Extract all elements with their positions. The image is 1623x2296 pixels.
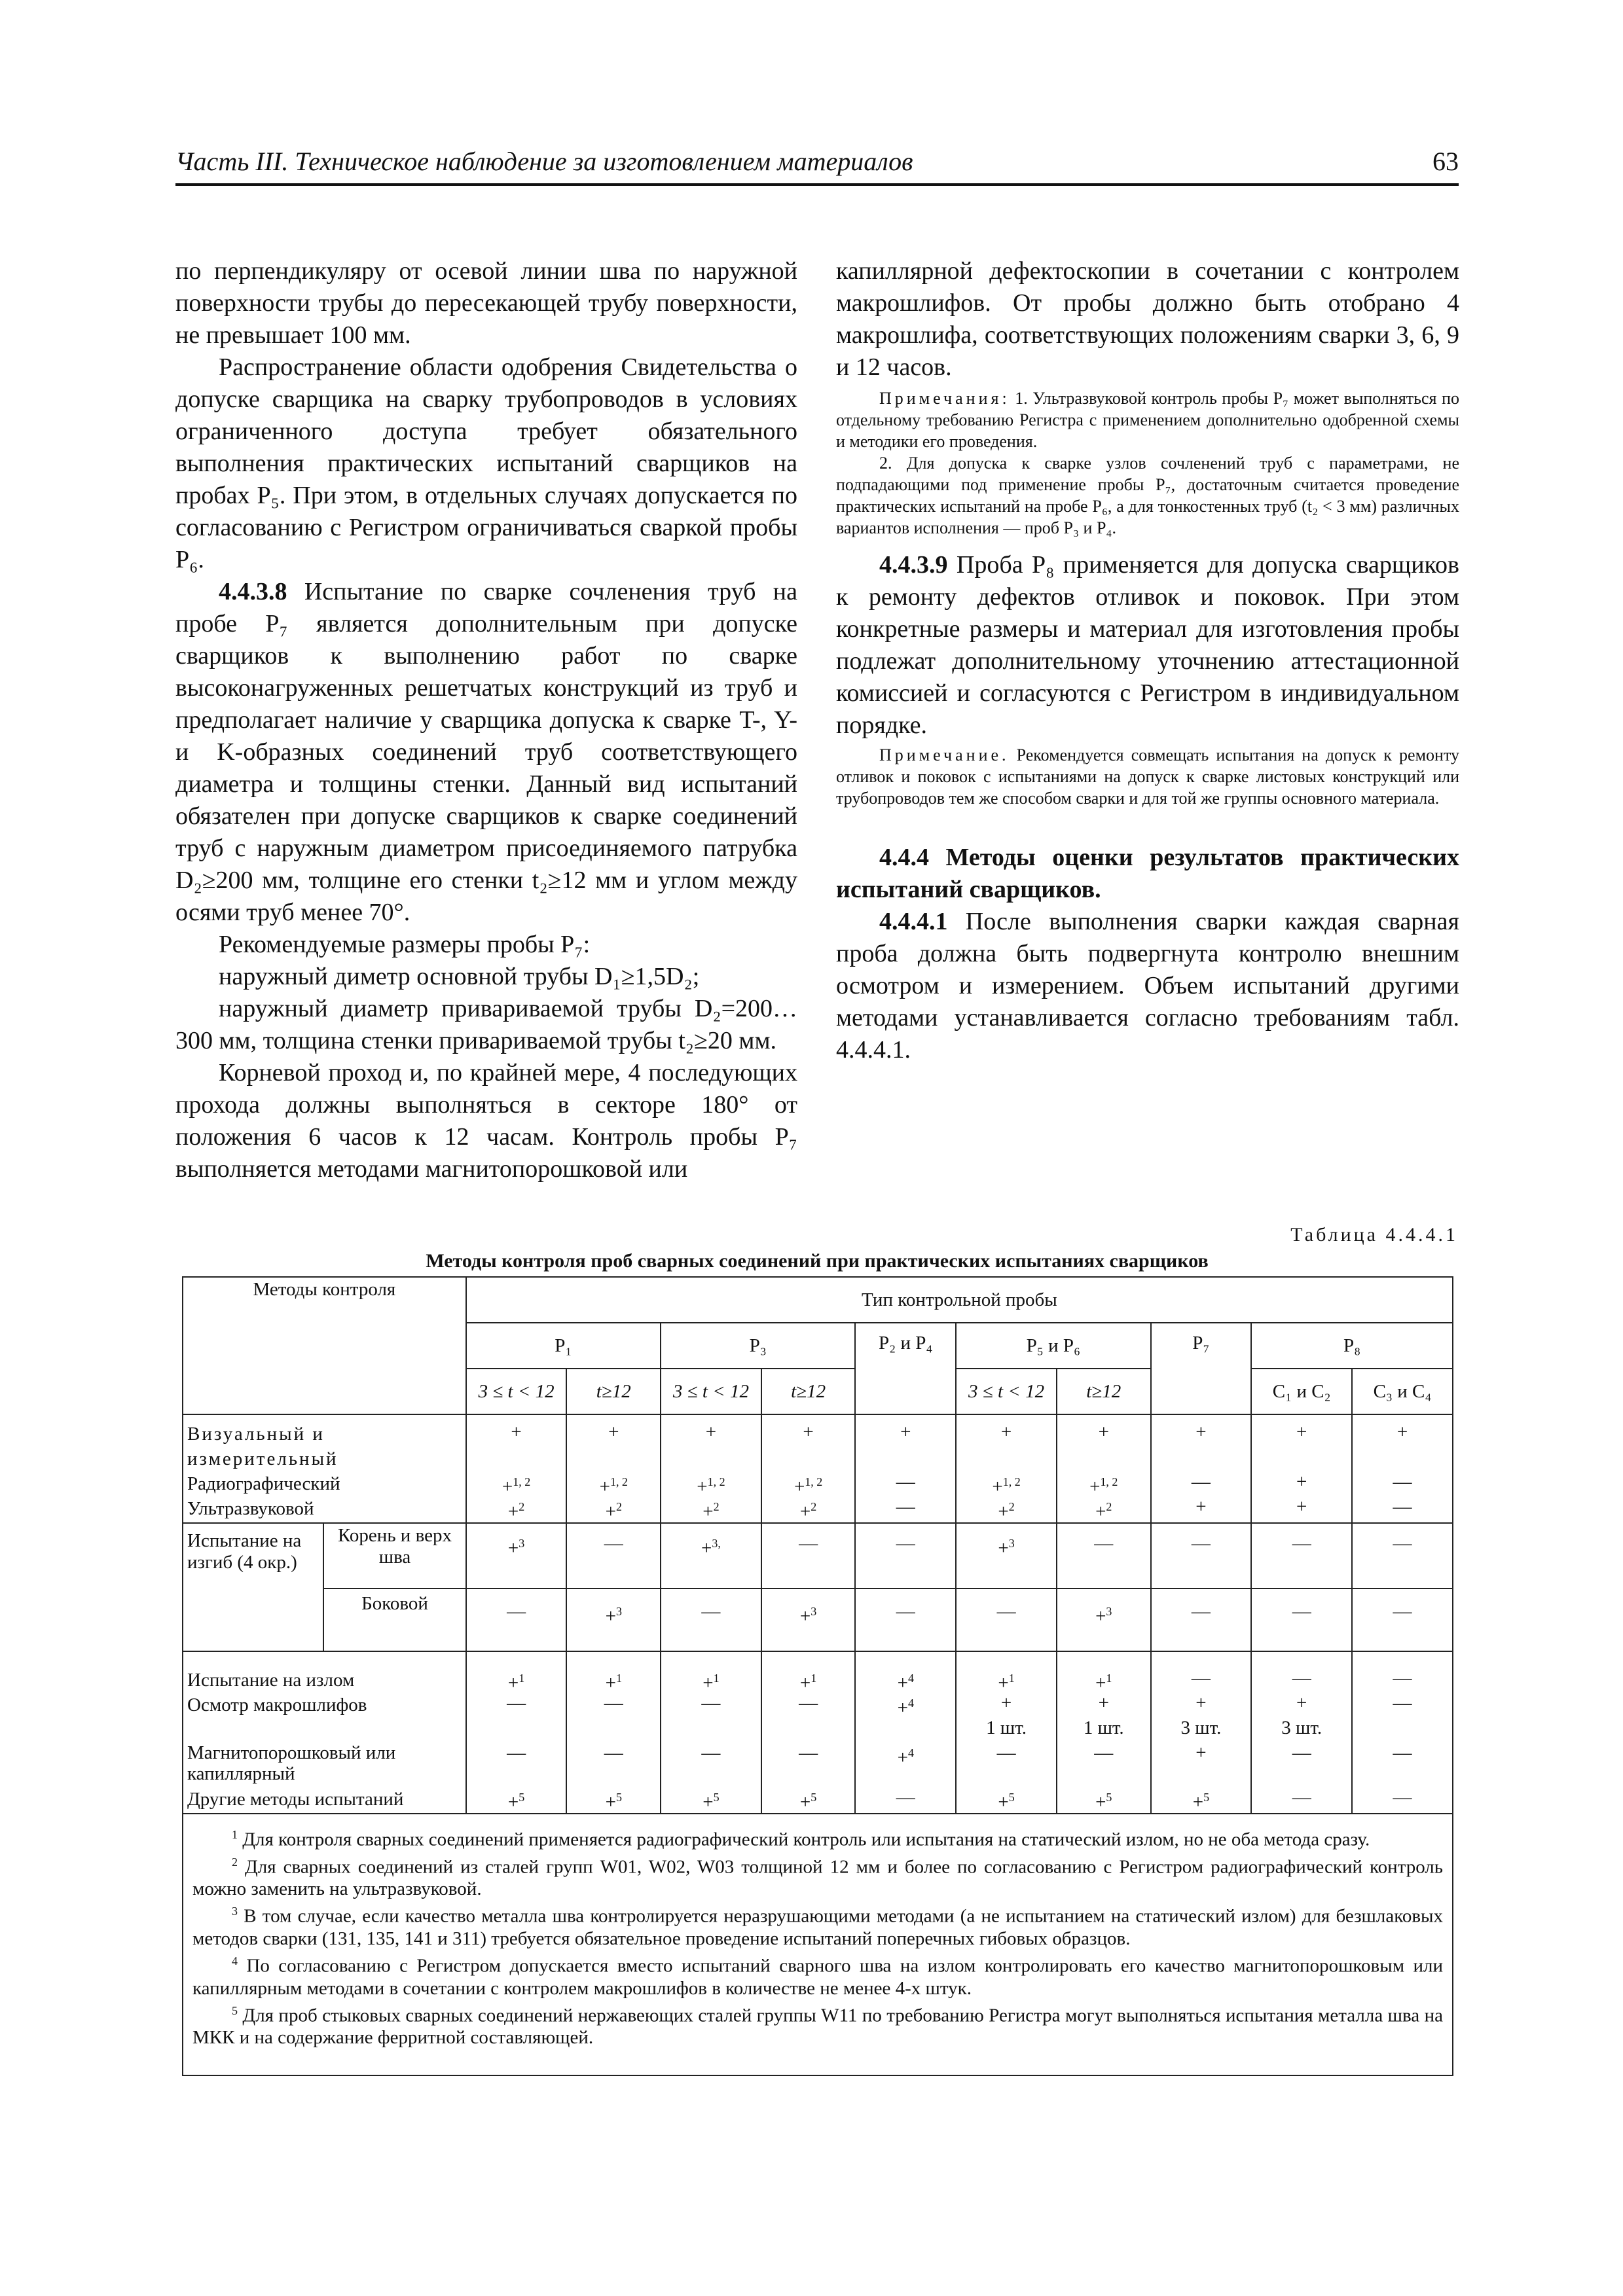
table-caption: Методы контроля проб сварных соединений при практических испытаниях сварщиков — [426, 1250, 1209, 1272]
note-label: Примечание. — [879, 745, 1010, 764]
subheader: C₁ и C₂ — [1251, 1369, 1352, 1414]
cell-dash: — — [1393, 1742, 1412, 1763]
cell-dash: — — [1251, 1523, 1352, 1588]
cell-plus-fn1: + — [1095, 1672, 1106, 1694]
cell-dash: — — [701, 1742, 721, 1763]
row-label: Испытание на излом — [187, 1670, 355, 1691]
table-row: Испытание на изгиб (4 окр.) Корень и верх шва +$^3$ — +$^{3,}$ — — +$^3$ — — — — — [183, 1523, 1453, 1588]
clause-text: После выполнения сварки каждая сварная проба должна быть подвергнута контролю внешним осмотром и измерением. Объем испытаний другими методами устанавливается согласно требованиям табл. 4.4.4.1. — [836, 908, 1459, 1064]
cell-plus-fn5: + — [998, 1791, 1009, 1813]
cell-plus-fn5: + — [1095, 1791, 1106, 1813]
group-header: P₂ и P₄ — [855, 1323, 956, 1414]
cell-count: 1 шт. — [1083, 1717, 1124, 1738]
note-text: Рекомендуется совмещать испытания на допуск к ремонту отливок и поковок с испытаниями на допуск к сварке листовых конструкций или трубопроводов тем же способом сварки и для той же группы основного материала. — [836, 745, 1459, 808]
row-label: Осмотр макрошлифов — [187, 1695, 367, 1715]
subheader: t≥12 — [761, 1369, 856, 1414]
row-label: Магнитопорошковый или капиллярный — [187, 1742, 396, 1784]
footnote: $^2$ Для сварных соединений из сталей групп W01, W02, W03 толщиной 12 мм и более по согласованию с Регистром радиографический контроль можно заменить на ультразвуковой. — [192, 1855, 1444, 1900]
cell-plus-fn3: + — [701, 1537, 712, 1559]
cell-dash: — — [1057, 1523, 1151, 1588]
clause-text: Проба P₈ применяется для допуска сварщиков к ремонту дефектов отливок и поковок. При этом конкретные размеры и материал для изготовления пробы подлежат дополнительному уточнению аттестационной комиссией и согласуются с Регистром в индивидуальном порядке. — [836, 551, 1459, 739]
table-label: Таблица 4.4.4.1 — [1290, 1224, 1458, 1246]
cell-plus-fn1: + — [605, 1672, 616, 1694]
cell-dash: — — [1292, 1742, 1311, 1763]
cell-plus-fn5: + — [799, 1791, 811, 1813]
cell-plus-fn2: + — [1095, 1501, 1106, 1522]
cell-plus-fn2: + — [702, 1501, 714, 1522]
cell-dash: — — [1292, 1787, 1311, 1808]
footnote: $^3$ В том случае, если качество металла шва контролируется неразрушающими методами (а не испытанием на статический излом) для безшлаковых методов сварки (131, 135, 141 и 311) требуется обязательное проведение испытаний поперечных гибовых образцов. — [192, 1905, 1444, 1949]
cell-plus-fn1: + — [702, 1672, 714, 1694]
group-header: P₈ — [1251, 1323, 1453, 1369]
paragraph: капиллярной дефектоскопии в сочетании с контролем макрошлифов. От пробы должно быть отобрано 4 макрошлифа, соответствующих положениям сварки 3, 6, 9 и 12 часов. — [836, 257, 1459, 381]
note — [836, 744, 1459, 809]
cell-dash: — — [1393, 1471, 1412, 1492]
note — [836, 387, 1459, 452]
row-label: Радиографический — [187, 1473, 340, 1494]
cell-plus-fn12: +$^{1, 2}$ — [992, 1475, 1021, 1498]
cell-plus-fn2: + — [799, 1501, 811, 1522]
left-column — [175, 255, 797, 1185]
cell-plus-fn1: + — [799, 1672, 811, 1694]
cell-dash: — — [996, 1742, 1016, 1763]
cell-plus: + — [608, 1422, 619, 1443]
subheader: 3 ≤ t < 12 — [466, 1369, 567, 1414]
cell-dash: — — [566, 1523, 661, 1588]
table-row: Боковой — +$^3$ — +$^3$ — — +$^3$ — — — — [183, 1588, 1453, 1651]
cell-plus-fn2: + — [507, 1501, 519, 1522]
cell-dash: — — [1151, 1588, 1252, 1651]
cell-plus: + — [705, 1422, 717, 1443]
section-heading: 4.4.4 Методы оценки результатов практических испытаний сварщиков. — [836, 844, 1459, 903]
cell-plus: + — [803, 1422, 814, 1443]
cell-dash: — — [1292, 1668, 1311, 1689]
cell-dash: — — [799, 1693, 818, 1713]
row-sublabel: Корень и верх шва — [323, 1523, 465, 1588]
row-label: Испытание на изгиб (4 окр.) — [183, 1523, 323, 1651]
cell-dash: — — [1094, 1742, 1114, 1763]
cell-plus-fn1: + — [998, 1672, 1009, 1694]
cell-dash: — — [1393, 1496, 1412, 1517]
paragraph: наружный диаметр привариваемой трубы D₂=200…300 мм, толщина стенки привариваемой трубы t₂≥20 мм. — [175, 995, 797, 1054]
note-text: 1. Ультразвуковой контроль пробы P₇ может выполняться по отдельному требованию Регистра с применением дополнительно одобренной схемы и методики его проведения. — [836, 389, 1459, 451]
row-sublabel: Боковой — [323, 1588, 465, 1651]
cell-plus-fn12: +$^{1, 2}$ — [1089, 1475, 1118, 1498]
cell-plus-fn12: +$^{1, 2}$ — [793, 1475, 823, 1498]
cell-dash: — — [896, 1471, 915, 1492]
cell-plus: + — [1296, 1693, 1307, 1713]
header-methods: Методы контроля — [183, 1277, 466, 1414]
cell-plus-fn12: +$^{1, 2}$ — [501, 1475, 531, 1498]
cell-dash: — — [1352, 1588, 1453, 1651]
cell-plus: + — [1195, 1742, 1207, 1763]
cell-plus: + — [1098, 1693, 1109, 1713]
cell-dash: — — [661, 1588, 761, 1651]
cell-plus-fn3: + — [998, 1537, 1009, 1559]
group-header: P₁ — [466, 1323, 661, 1369]
cell-plus-fn3: + — [799, 1605, 811, 1627]
cell-dash: — — [1191, 1668, 1211, 1689]
cell-count: 3 шт. — [1281, 1717, 1322, 1738]
table-row: Испытание на излом Осмотр макрошлифов Магнитопорошковый или капиллярный Другие методы испытаний +$^1$ — — +$^5$ +$^1$ — — +$^5$ +$^1$ — — +$^5$ +$^1$ — — +$^5$ +$^4$ +$^4$ +$^4$ — +$^1$ + 1 шт. — +$^5$ +$^1$ + 1 шт. — +$^5$ — + 3 шт. + +$^5$ — + 3 шт. — — — — — — — [183, 1651, 1453, 1814]
footnote: $^5$ Для проб стыковых сварных соединений нержавеющих сталей группы W11 по требованию Регистра могут выполняться испытания металла шва на МКК и на содержание ферритной составляющей. — [192, 2003, 1443, 2049]
subheader: C₃ и C₄ — [1352, 1369, 1453, 1414]
subheader: 3 ≤ t < 12 — [661, 1369, 761, 1414]
paragraph: Рекомендуемые размеры пробы P₇: — [219, 931, 591, 958]
clause-number: 4.4.4.1 — [879, 908, 948, 935]
cell-plus-fn2: + — [998, 1501, 1009, 1522]
cell-dash: — — [604, 1693, 623, 1713]
cell-plus: + — [1396, 1422, 1408, 1443]
cell-plus-fn12: +$^{1, 2}$ — [599, 1475, 628, 1498]
cell-dash: — — [604, 1742, 623, 1763]
paragraph: Распространение области одобрения Свидетельства о допуске сварщика на сварку трубопроводов в условиях ограниченного доступа требует обязательного выполнения практических испытаний сварщиков на пробах P₅. При этом, в отдельных случаях допускается по согласованию с Регистром ограничиваться сваркой пробы P₆. — [175, 353, 797, 573]
cell-dash: — — [855, 1523, 956, 1588]
cell-plus: + — [511, 1422, 522, 1443]
cell-dash: — — [855, 1588, 956, 1651]
cell-dash: — — [1393, 1693, 1412, 1713]
cell-dash: — — [1393, 1787, 1412, 1808]
clause-number: 4.4.3.9 — [879, 551, 948, 579]
cell-plus-fn5: + — [1192, 1791, 1204, 1813]
header-sample-type: Тип контрольной пробы — [466, 1277, 1453, 1323]
note-label: Примечания: — [879, 389, 1010, 408]
group-header: P₇ — [1151, 1323, 1252, 1414]
cell-count: 1 шт. — [986, 1717, 1027, 1738]
methods-table — [182, 1276, 1453, 2076]
cell-plus-fn5: + — [507, 1791, 519, 1813]
cell-count: 3 шт. — [1180, 1717, 1222, 1738]
cell-plus-fn3: + — [1095, 1605, 1106, 1627]
running-header — [175, 141, 1459, 186]
row-label: Ультразвуковой — [187, 1498, 314, 1519]
cell-plus: + — [1098, 1422, 1109, 1443]
cell-dash: — — [1251, 1588, 1352, 1651]
cell-dash: — — [507, 1693, 526, 1713]
running-header-title: Часть III. Техническое наблюдение за изготовлением материалов — [175, 147, 913, 176]
paragraph — [175, 576, 797, 929]
cell-plus: + — [1195, 1422, 1207, 1443]
note: 2. Для допуска к сварке узлов сочленений труб с параметрами, не подпадающими под применение пробы P₇, достаточным считается проведение практических испытаний на пробе P₆, а для тонкостенных труб (t₂ < 3 мм) различных вариантов исполнения — проб P₃ и P₄. — [836, 454, 1459, 537]
cell-plus-fn3: + — [605, 1605, 616, 1627]
cell-plus: + — [1296, 1496, 1307, 1517]
cell-plus: + — [1000, 1693, 1012, 1713]
table-row: Визуальный и измерительный Радиографический Ультразвуковой + +$^{1, 2}$ +$^2$ + +$^{1, 2}$ +$^2$ + +$^{1, 2}$ +$^2$ + +$^{1, 2}$ +$^2$ + — — + +$^{1, 2}$ +$^2$ + +$^{1, 2}$ +$^2$ + — + + + + + — — — [183, 1414, 1453, 1523]
cell-plus: + — [1296, 1471, 1307, 1492]
cell-dash: — — [799, 1742, 818, 1763]
footnote: $^4$ По согласованию с Регистром допускается вместо испытаний сварного шва на излом контролировать его качество магнитопорошковым или капиллярным методами в сочетании с контролем макрошлифов в количестве не менее 4-х штук. — [192, 1954, 1443, 1999]
cell-plus: + — [1000, 1422, 1012, 1443]
cell-plus: + — [1296, 1422, 1307, 1443]
cell-plus-fn3: + — [507, 1537, 519, 1559]
cell-plus-fn4: + — [897, 1747, 908, 1768]
clause-number: 4.4.3.8 — [219, 578, 287, 605]
cell-plus-fn4: + — [897, 1672, 908, 1694]
page-number: 63 — [1432, 147, 1459, 176]
paragraph — [836, 549, 1459, 742]
subheader: t≥12 — [566, 1369, 661, 1414]
cell-plus-fn1: + — [507, 1672, 519, 1694]
row-label: Визуальный и измерительный — [187, 1424, 338, 1469]
group-header: P₃ — [661, 1323, 855, 1369]
cell-plus: + — [1195, 1496, 1207, 1517]
cell-plus-fn12: +$^{1, 2}$ — [697, 1475, 725, 1498]
cell-plus-fn2: + — [605, 1501, 616, 1522]
cell-plus: + — [1195, 1693, 1207, 1713]
right-column — [836, 255, 1459, 1066]
paragraph: по перпендикуляру от осевой линии шва по наружной поверхности трубы до пересекающей трубу поверхности, не превышает 100 мм. — [175, 257, 797, 349]
cell-dash: — — [507, 1742, 526, 1763]
cell-plus: + — [900, 1422, 911, 1443]
cell-plus-fn4: + — [897, 1697, 908, 1719]
paragraph: наружный диметр основной трубы D₁≥1,5D₂; — [219, 963, 700, 990]
row-label: Другие методы испытаний — [187, 1789, 404, 1810]
cell-dash: — — [956, 1588, 1057, 1651]
cell-dash: — — [466, 1588, 567, 1651]
cell-dash: — — [701, 1693, 721, 1713]
group-header: P₅ и P₆ — [956, 1323, 1150, 1369]
cell-dash: — — [1191, 1471, 1211, 1492]
cell-dash: — — [896, 1787, 915, 1808]
cell-dash: — — [896, 1496, 915, 1517]
cell-dash: — — [1393, 1668, 1412, 1689]
paragraph: Корневой проход и, по крайней мере, 4 последующих прохода должны выполняться в секторе 180° от положения 6 часов к 12 часам. Контроль пробы P₇ выполняется методами магнитопорошковой или — [175, 1059, 797, 1183]
cell-dash: — — [1151, 1523, 1252, 1588]
cell-plus-fn5: + — [702, 1791, 714, 1813]
table-footnotes-row — [183, 1814, 1453, 2075]
cell-plus-fn5: + — [605, 1791, 616, 1813]
subheader: t≥12 — [1057, 1369, 1151, 1414]
subheader: 3 ≤ t < 12 — [956, 1369, 1057, 1414]
cell-dash: — — [761, 1523, 856, 1588]
cell-dash: — — [1352, 1523, 1453, 1588]
footnote: $^1$ Для контроля сварных соединений применяется радиографический контроль или испытания на статический излом, но не оба метода сразу. — [232, 1828, 1370, 1850]
clause-text: Испытание по сварке сочленения труб на пробе P₇ является дополнительным при допуске сварщиков к выполнению работ по сварке высоконагруженных решетчатых конструкций из труб и предполагает наличие у сварщика допуска к сварке T-, Y- и K-образных соединений труб соответствующего диаметра и толщины стенки. Данный вид испытаний обязателен при допуске сварщиков к сварке соединений труб с наружным диаметром присоединяемого патрубка D₂≥200 мм, толщине его стенки t₂≥12 мм и углом между осями труб менее 70°. — [175, 578, 797, 926]
paragraph — [836, 906, 1459, 1066]
